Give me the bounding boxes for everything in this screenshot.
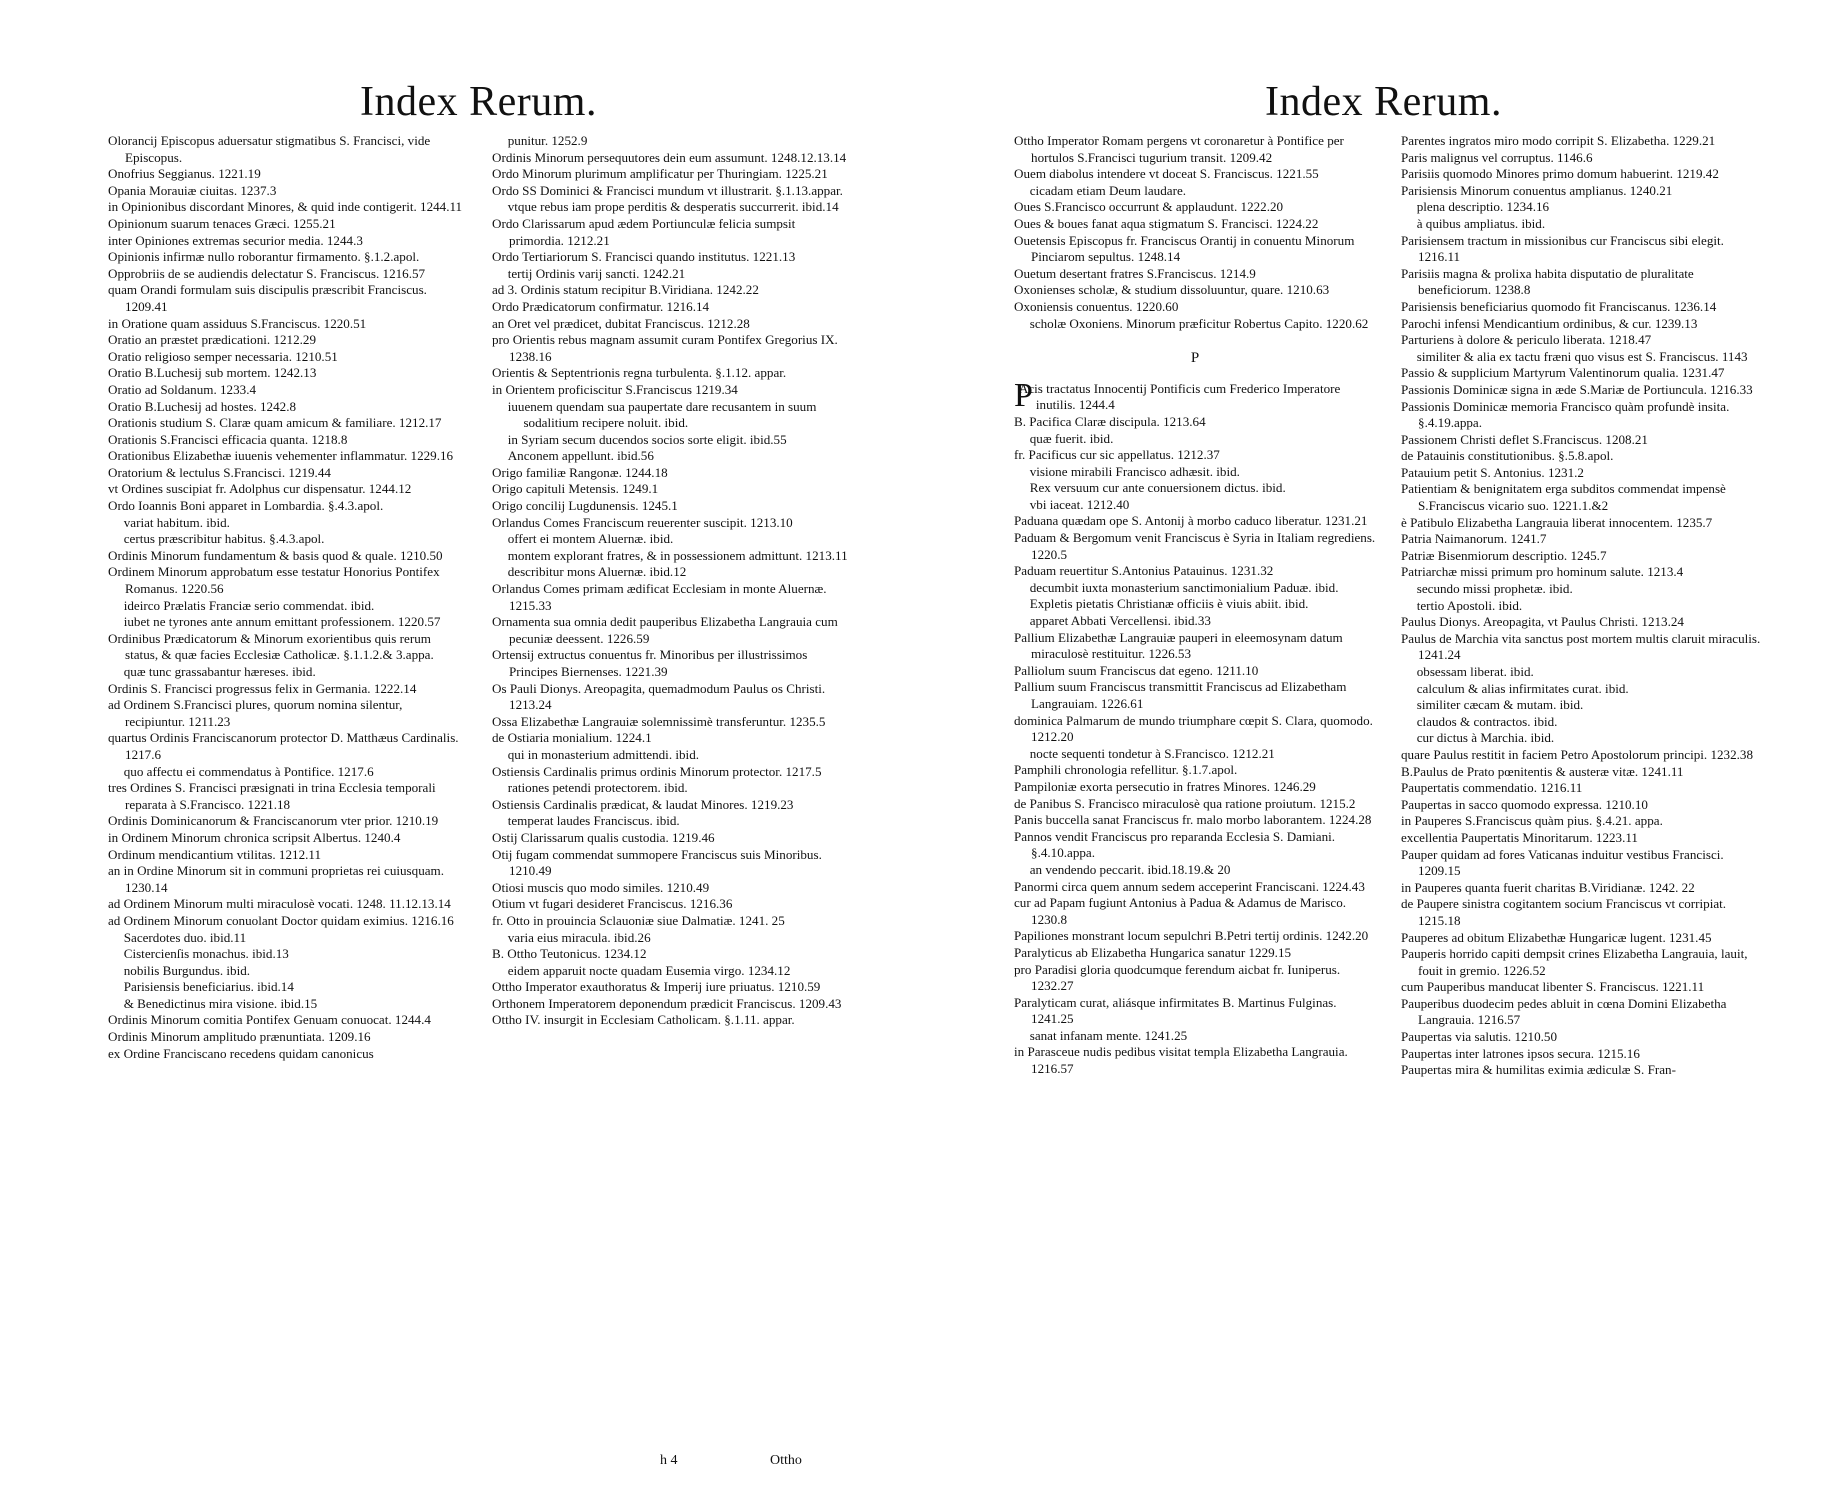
- index-entry: Panis buccella sanat Franciscus fr. malo morbo laborantem. 1224.28: [1014, 812, 1372, 828]
- index-entry: Patriarchæ missi primum pro hominum salute. 1213.4: [1401, 564, 1684, 580]
- index-entry: Os Pauli Dionys. Areopagita, quemadmodum Paulus os Christi. 1213.24: [492, 680, 826, 713]
- index-entry: tertij Ordinis varij sancti. 1242.21: [507, 265, 686, 281]
- index-entry: PAcis tractatus Innocentij Pontificis cum Frederico Imperatore inutilis. 1244.4: [1014, 376, 1341, 414]
- index-entry: Oratorium & lectulus S.Francisci. 1219.44: [108, 464, 331, 480]
- index-entry: cur dictus à Marchia. ibid.: [1416, 730, 1555, 746]
- index-entry: vt Ordines suscipiat fr. Adolphus cur dispensatur. 1244.12: [108, 481, 412, 497]
- index-entry: à quibus ampliatus. ibid.: [1416, 215, 1546, 231]
- index-entry: Ornamenta sua omnia dedit pauperibus Elizabetha Langrauia cum pecuniæ deessent. 1226.59: [492, 614, 838, 646]
- index-entry: certus præscribitur habitus. §.4.3.apol.: [123, 531, 325, 547]
- index-entry: Parisiensem tractum in missionibus cur Franciscus sibi elegit. 1216.11: [1401, 232, 1724, 265]
- right-page: [920, 0, 1822, 1500]
- page-header: Index Rerum.: [360, 79, 597, 125]
- index-entry: Passionis Dominicæ memoria Francisco quàm profundè insita. §.4.19.appa.: [1401, 398, 1730, 431]
- index-entry: Patauium petit S. Antonius. 1231.2: [1401, 464, 1584, 480]
- index-entry: Ordinis Dominicanorum & Franciscanorum vter prior. 1210.19: [108, 813, 439, 829]
- index-entry: Oues S.Francisco occurrunt & applaudunt. 1222.20: [1014, 199, 1284, 215]
- index-entry: Ordinis S. Francisci progressus felix in Germania. 1222.14: [108, 680, 417, 696]
- index-entry: Passio & supplicium Martyrum Valentinorum qualia. 1231.47: [1401, 365, 1725, 381]
- index-entry: excellentia Paupertatis Minoritarum. 1223.11: [1401, 829, 1638, 845]
- index-entry: Parisiensis beneficiarius quomodo fit Franciscanus. 1236.14: [1401, 298, 1717, 314]
- index-entry: quam Orandi formulam suis discipulis præscribit Franciscus. 1209.41: [108, 282, 427, 314]
- index-entry: in Orientem proficiscitur S.Franciscus 1219.34: [492, 381, 738, 397]
- index-entry: Parisiensis Minorum conuentus amplianus. 1240.21: [1401, 182, 1673, 198]
- index-entry: Paupertas mira & humilitas eximia ædiculæ S. Fran-: [1401, 1062, 1676, 1078]
- index-entry: plena descriptio. 1234.16: [1416, 199, 1550, 215]
- index-entry: Pampiloniæ exorta persecutio in fratres Minores. 1246.29: [1014, 778, 1316, 794]
- index-entry: Pauper quidam ad fores Vaticanas induitur vestibus Francisci. 1209.15: [1401, 846, 1724, 879]
- index-entry: Parturiens à dolore & periculo liberata. 1218.47: [1401, 332, 1652, 348]
- catchword: Ottho: [770, 1453, 802, 1468]
- index-entry: Passionem Christi deflet S.Franciscus. 1208.21: [1401, 431, 1648, 447]
- index-entry: quæ fuerit. ibid.: [1029, 430, 1114, 446]
- index-entry: in Ordinem Minorum chronica scripsit Albertus. 1240.4: [108, 829, 401, 845]
- index-entry: decumbit iuxta monasterium sanctimonialium Paduæ. ibid.: [1029, 579, 1339, 595]
- index-entry: Anconem appellunt. ibid.56: [507, 448, 654, 464]
- index-entry: ad 3. Ordinis statum recipitur B.Viridiana. 1242.22: [492, 282, 759, 298]
- index-entry: pro Paradisi gloria quodcumque ferendum aicbat fr. Iuniperus. 1232.27: [1014, 961, 1341, 994]
- index-entry: de Ostiaria monialium. 1224.1: [492, 730, 652, 746]
- index-entry: visione mirabili Francisco adhæsit. ibid.: [1029, 463, 1240, 479]
- index-entry: obsessam liberat. ibid.: [1416, 664, 1534, 679]
- index-entry: Pauperes ad obitum Elizabethæ Hungaricæ lugent. 1231.45: [1401, 929, 1712, 945]
- index-column: [492, 133, 850, 1029]
- index-entry: Ostiensis Cardinalis prædicat, & laudat Minores. 1219.23: [492, 796, 794, 812]
- index-entry: Ottho IV. insurgit in Ecclesiam Catholicam. §.1.11. appar.: [492, 1012, 795, 1028]
- index-column: [1014, 133, 1376, 1078]
- index-entry: Orationibus Elizabethæ iuuenis vehementer inflammatur. 1229.16: [108, 448, 454, 464]
- left-page: [0, 0, 900, 1500]
- index-entry: Paris malignus vel corruptus. 1146.6: [1401, 149, 1593, 165]
- index-entry: Ouem diabolus intendere vt doceat S. Franciscus. 1221.55: [1014, 166, 1319, 182]
- index-entry: in Opinionibus discordant Minores, & quid inde contigerit. 1244.11: [108, 199, 463, 215]
- index-entry: Oues & boues fanat aqua stigmatum S. Francisci. 1224.22: [1014, 215, 1319, 231]
- index-entry: Paduana quædam ope S. Antonij à morbo caduco liberatur. 1231.21: [1014, 513, 1368, 529]
- index-entry: Ortensij extructus conuentus fr. Minoribus per illustrissimos Principes Biernenses. 1221.39: [492, 647, 808, 679]
- index-entry: Oratio religioso semper necessaria. 1210.51: [108, 348, 338, 364]
- index-entry: Orthonem Imperatorem deponendum prædicit Franciscus. 1209.43: [492, 995, 842, 1011]
- index-entry: Paupertas in sacco quomodo expressa. 1210.10: [1401, 796, 1648, 812]
- index-entry: in Pauperes quanta fuerit charitas B.Viridianæ. 1242. 22: [1401, 879, 1695, 895]
- index-entry: Ordo Tertiariorum S. Francisci quando institutus. 1221.13: [492, 249, 796, 265]
- index-entry: Ordo Minorum plurimum amplificatur per Thuringiam. 1225.21: [492, 166, 828, 182]
- index-entry: fr. Otto in prouincia Sclauoniæ siue Dalmatiæ. 1241. 25: [492, 912, 785, 928]
- index-entry: Paulus Dionys. Areopagita, vt Paulus Christi. 1213.24: [1401, 614, 1684, 630]
- index-entry: Otiosi muscis quo modo similes. 1210.49: [492, 879, 710, 895]
- index-entry: in Parasceue nudis pedibus visitat templa Elizabetha Langrauia. 1216.57: [1014, 1044, 1348, 1077]
- index-entry: Ordinis Minorum fundamentum & basis quod & quale. 1210.50: [108, 547, 443, 563]
- index-entry: iuuenem quendam sua paupertate dare recusantem in suum sodalitium recipere noluit. ibid.: [507, 398, 817, 431]
- index-entry: Ordinum mendicantium vtilitas. 1212.11: [108, 846, 321, 862]
- index-entry: an vendendo peccarit. ibid.18.19.& 20: [1029, 861, 1231, 877]
- index-entry: quartus Ordinis Franciscanorum protector D. Matthæus Cardinalis. 1217.6: [108, 730, 459, 762]
- index-entry: in Pauperes S.Franciscus quàm pius. §.4.21. appa.: [1401, 813, 1663, 829]
- index-entry: Patria Naimanorum. 1241.7: [1401, 531, 1547, 547]
- index-entry: Onofrius Seggianus. 1221.19: [108, 166, 261, 182]
- index-entry: Paralyticam curat, aliásque infirmitates B. Martinus Fulginas. 1241.25: [1014, 994, 1337, 1027]
- index-entry: Pannos vendit Franciscus pro reparanda Ecclesia S. Damiani. §.4.10.appa.: [1014, 828, 1336, 861]
- index-entry: Pallium Elizabethæ Langrauiæ pauperi in eleemosynam datum miraculosè restituitur. 1226.53: [1014, 629, 1343, 662]
- index-entry: Orlandus Comes primam ædificat Ecclesiam in monte Aluernæ. 1215.33: [492, 581, 827, 613]
- index-entry: Ottho Imperator exauthoratus & Imperij iure priuatus. 1210.59: [492, 979, 821, 995]
- index-entry: Palliolum suum Franciscus dat egeno. 1211.10: [1014, 662, 1259, 678]
- index-entry: Parochi infensi Mendicantium ordinibus, & cur. 1239.13: [1401, 315, 1698, 331]
- index-entry: quare Paulus restitit in faciem Petro Apostolorum principi. 1232.38: [1401, 746, 1754, 762]
- index-entry: Ordinem Minorum approbatum esse testatur Honorius Pontifex Romanus. 1220.56: [108, 564, 440, 597]
- signature-mark: h 4: [660, 1453, 678, 1468]
- index-entry: Papiliones monstrant locum sepulchri B.Petri tertij ordinis. 1242.20: [1014, 928, 1369, 944]
- index-entry: Orientis & Septentrionis regna turbulenta. §.1.12. appar.: [492, 365, 787, 381]
- index-entry: Ordinibus Prædicatorum & Minorum exorientibus quis rerum status, & quæ facies Ecclesiæ Catholicæ. §.1.1.2.& 3.appa.: [108, 630, 434, 663]
- index-entry: vtque rebus iam prope perditis & desperatis succurrerit. ibid.14: [507, 199, 839, 215]
- index-entry: Sacerdotes duo. ibid.11: [123, 929, 247, 945]
- index-entry: claudos & contractos. ibid.: [1416, 713, 1558, 729]
- index-entry: eidem apparuit nocte quadam Eusemia virgo. 1234.12: [507, 962, 791, 978]
- index-entry: secundo missi prophetæ. ibid.: [1416, 581, 1573, 597]
- index-entry: Oratio an præstet prædicationi. 1212.29: [108, 332, 317, 348]
- index-entry: Otij fugam commendat summopere Franciscus suis Minoribus. 1210.49: [492, 846, 822, 879]
- index-entry: Orationis S.Francisci efficacia quanta. 1218.8: [108, 431, 348, 447]
- index-entry: temperat laudes Franciscus. ibid.: [507, 813, 680, 829]
- index-entry: Patriæ Bisenmiorum descriptio. 1245.7: [1401, 547, 1607, 563]
- index-entry: Pauperis horrido capiti dempsit crines Elizabetha Langrauia, lauit, fouit in gremio. 1226.52: [1401, 946, 1748, 978]
- index-entry: ad Ordinem Minorum multi miraculosè vocati. 1248. 11.12.13.14: [108, 896, 451, 912]
- index-column: [1401, 133, 1766, 1079]
- index-entry: ex Ordine Franciscano recedens quidam canonicus: [108, 1045, 374, 1061]
- index-entry: Oratio B.Luchesij ad hostes. 1242.8: [108, 398, 297, 414]
- index-entry: nocte sequenti tondetur à S.Francisco. 1212.21: [1029, 745, 1275, 761]
- index-entry: ideirco Prælatis Franciæ serio commendat. ibid.: [123, 597, 375, 613]
- index-entry: Orlandus Comes Franciscum reuerenter suscipit. 1213.10: [492, 514, 793, 530]
- index-entry: Paduam & Bergomum venit Franciscus è Syria in Italiam regrediens. 1220.5: [1014, 530, 1376, 562]
- index-entry: Origo familiæ Rangonæ. 1244.18: [492, 464, 668, 480]
- index-entry: cum Pauperibus manducat libenter S. Franciscus. 1221.11: [1401, 979, 1705, 995]
- index-entry: rationes petendi protectorem. ibid.: [507, 780, 688, 796]
- index-entry: Origo capituli Metensis. 1249.1: [492, 481, 659, 497]
- index-entry: tertio Apostoli. ibid.: [1416, 597, 1523, 613]
- index-entry: fr. Pacificus cur sic appellatus. 1212.37: [1014, 447, 1220, 463]
- index-entry: Paupertas inter latrones ipsos secura. 1215.16: [1401, 1045, 1640, 1061]
- index-entry: quæ tunc grassabantur hæreses. ibid.: [123, 664, 316, 679]
- index-entry: Orationis studium S. Claræ quam amicum & familiare. 1212.17: [108, 415, 442, 431]
- index-entry: & Benedictinus mira visione. ibid.15: [123, 995, 318, 1011]
- index-entry: Ossa Elizabethæ Langrauiæ solemnissimè transferuntur. 1235.5: [492, 713, 826, 729]
- index-entry: in Syriam secum ducendos socios sorte eligit. ibid.55: [507, 431, 787, 447]
- index-entry: Paulus de Marchia vita sanctus post mortem multis claruit miraculis. 1241.24: [1401, 630, 1761, 663]
- index-entry: Paduam reuertitur S.Antonius Patauinus. 1231.32: [1014, 563, 1274, 579]
- page-header: Index Rerum.: [1265, 79, 1502, 125]
- index-entry: Rex versuum cur ante conuersionem dictus. ibid.: [1029, 480, 1286, 496]
- index-entry: de Patauinis constitutionibus. §.5.8.apol.: [1401, 448, 1614, 464]
- index-entry: varia eius miracula. ibid.26: [507, 929, 651, 945]
- index-entry: Ordinis Minorum amplitudo prænuntiata. 1209.16: [108, 1029, 371, 1045]
- index-entry: Paralyticus ab Elizabetha Hungarica sanatur 1229.15: [1014, 944, 1292, 960]
- index-entry: Ouetum desertant fratres S.Franciscus. 1214.9: [1014, 265, 1256, 281]
- index-entry: è Patibulo Elizabetha Langrauia liberat innocentem. 1235.7: [1401, 514, 1713, 530]
- section-letter: P: [1190, 350, 1200, 367]
- index-entry: Patientiam & benignitatem erga subditos commendat impensè S.Franciscus vicario suo. 1221.1.&2: [1401, 481, 1726, 514]
- index-entry: an in Ordine Minorum sit in communi proprietas rei cuiusquam. 1230.14: [108, 863, 445, 895]
- index-entry: similiter cæcam & mutam. ibid.: [1416, 697, 1584, 713]
- index-entry: Ottho Imperator Romam pergens vt coronaretur à Pontifice per hortulos S.Francisci tugurium transit. 1209.42: [1014, 133, 1344, 165]
- index-entry: Pallium suum Franciscus transmittit Franciscus ad Elizabetham Langrauiam. 1226.61: [1014, 679, 1347, 711]
- index-entry: cur ad Papam fugiunt Antonius à Padua & Adamus de Marisco. 1230.8: [1014, 895, 1347, 927]
- index-entry: Ordo Clarissarum apud ædem Portiunculæ felicia sumpsit primordia. 1212.21: [492, 215, 796, 248]
- index-entry: Oratio ad Soldanum. 1233.4: [108, 381, 257, 397]
- index-entry: Otium vt fugari desideret Franciscus. 1216.36: [492, 896, 733, 912]
- index-entry: Ostij Clarissarum qualis custodia. 1219.46: [492, 829, 715, 845]
- index-entry: Ouetensis Episcopus fr. Franciscus Orantij in conuentu Minorum Pinciarom sepultus. 1248.14: [1014, 232, 1355, 265]
- index-entry: qui in monasterium admittendi. ibid.: [507, 746, 700, 762]
- index-entry: inter Opiniones extremas securior media. 1244.3: [108, 232, 363, 248]
- index-entry: punitur. 1252.9: [507, 133, 588, 148]
- index-entry: Pamphili chronologia refellitur. §.1.7.apol.: [1014, 762, 1238, 778]
- index-entry: Panormi circa quem annum sedem acceperint Franciscani. 1224.43: [1014, 878, 1365, 894]
- index-entry: variat habitum. ibid.: [123, 514, 230, 530]
- index-entry: Ordo SS Dominici & Francisci mundum vt illustrarit. §.1.13.appar.: [492, 182, 843, 198]
- index-entry: B.Paulus de Prato pœnitentis & austeræ vitæ. 1241.11: [1401, 763, 1684, 779]
- index-entry: Expletis pietatis Christianæ officiis è viuis abiit. ibid.: [1029, 596, 1309, 612]
- index-entry: Opinionis infirmæ nullo roborantur firmamento. §.1.2.apol.: [108, 249, 420, 265]
- index-entry: Parentes ingratos miro modo corripit S. Elizabetha. 1229.21: [1401, 133, 1716, 148]
- index-entry: tres Ordines S. Francisci præsignati in trina Ecclesia temporali reparata à S.Francisco. 1221.18: [108, 780, 436, 812]
- index-entry: cicadam etiam Deum laudare.: [1029, 182, 1187, 198]
- index-entry: Ordinis Minorum persequutores dein eum assumunt. 1248.12.13.14: [492, 149, 847, 165]
- index-entry: Origo concilij Lugdunensis. 1245.1: [492, 498, 678, 514]
- index-entry: nobilis Burgundus. ibid.: [123, 962, 251, 978]
- index-entry: Oxonienses scholæ, & studium dissoluuntur, quare. 1210.63: [1014, 282, 1330, 298]
- index-entry: Ostiensis Cardinalis primus ordinis Minorum protector. 1217.5: [492, 763, 822, 779]
- index-entry: Opprobriis de se audiendis delectatur S. Franciscus. 1216.57: [108, 265, 426, 281]
- index-entry: vbi iaceat. 1212.40: [1029, 496, 1130, 512]
- index-entry: Paupertatis commendatio. 1216.11: [1401, 780, 1583, 796]
- index-entry: Pauperibus duodecim pedes abluit in cœna Domini Elizabetha Langrauia. 1216.57: [1401, 995, 1727, 1028]
- index-entry: apparet Abbati Vercellensi. ibid.33: [1029, 613, 1211, 629]
- index-entry: Cistercienſis monachus. ibid.13: [123, 946, 289, 962]
- index-entry: Ordo Prædicatorum confirmatur. 1216.14: [492, 298, 710, 314]
- index-entry: Parisiis magna & prolixa habita disputatio de pluralitate beneficiorum. 1238.8: [1401, 265, 1694, 298]
- index-entry: an Oret vel prædicet, dubitat Franciscus. 1212.28: [492, 315, 750, 331]
- index-entry: similiter & alia ex tactu fræni quo visus est S. Franciscus. 1143: [1416, 348, 1748, 364]
- index-entry: ad Ordinem S.Francisci plures, quorum nomina silentur, recipiuntur. 1211.23: [108, 697, 403, 729]
- index-entry: Opania Morauiæ ciuitas. 1237.3: [108, 182, 277, 198]
- index-entry: Olorancij Episcopus aduersatur stigmatibus S. Francisci, vide Episcopus.: [108, 133, 431, 165]
- index-entry: Ordinis Minorum comitia Pontifex Genuam conuocat. 1244.4: [108, 1012, 431, 1028]
- index-entry: Passionis Dominicæ signa in æde S.Mariæ de Portiuncula. 1216.33: [1401, 381, 1753, 397]
- index-entry: Oxoniensis conuentus. 1220.60: [1014, 298, 1179, 314]
- index-entry: de Paupere sinistra cogitantem socium Franciscus vt corripiat. 1215.18: [1401, 896, 1727, 928]
- index-entry: B. Pacifica Claræ discipula. 1213.64: [1014, 413, 1206, 429]
- index-entry: Oratio B.Luchesij sub mortem. 1242.13: [108, 365, 317, 381]
- index-entry: B. Ottho Teutonicus. 1234.12: [492, 946, 647, 962]
- index-entry: offert ei montem Aluernæ. ibid.: [507, 531, 674, 547]
- index-column: [108, 133, 463, 1062]
- index-entry: dominica Palmarum de mundo triumphare cœpit S. Clara, quomodo. 1212.20: [1014, 712, 1373, 745]
- index-entry: Parisiis quomodo Minores primo domum habuerint. 1219.42: [1401, 166, 1719, 182]
- index-entry: Ordo Ioannis Boni apparet in Lombardia. §.4.3.apol.: [108, 498, 384, 514]
- index-entry: Parisiensis beneficiarius. ibid.14: [123, 979, 294, 995]
- index-entry: pro Orientis rebus magnam assumit curam Pontifex Gregorius IX. 1238.16: [492, 332, 838, 364]
- index-entry: calculum & alias infirmitates curat. ibid.: [1416, 680, 1629, 696]
- index-entry: iubet ne tyrones ante annum emittant professionem. 1220.57: [123, 614, 441, 630]
- index-entry: Paupertas via salutis. 1210.50: [1401, 1029, 1558, 1045]
- index-entry: de Panibus S. Francisco miraculosè qua ratione proiutum. 1215.2: [1014, 795, 1356, 811]
- index-entry: ad Ordinem Minorum conuolant Doctor quidam eximius. 1216.16: [108, 912, 454, 928]
- index-entry: quo affectu ei commendatus à Pontifice. 1217.6: [123, 763, 374, 779]
- index-entry: sanat infanam mente. 1241.25: [1029, 1027, 1188, 1043]
- index-entry: describitur mons Aluernæ. ibid.12: [507, 564, 687, 580]
- index-entry: montem explorant fratres, & in possessionem admittunt. 1213.11: [507, 547, 848, 563]
- index-entry: scholæ Oxoniens. Minorum præficitur Robertus Capito. 1220.62: [1029, 315, 1369, 331]
- index-entry: Opinionum suarum tenaces Græci. 1255.21: [108, 215, 336, 231]
- index-entry: in Oratione quam assiduus S.Franciscus. 1220.51: [108, 315, 367, 331]
